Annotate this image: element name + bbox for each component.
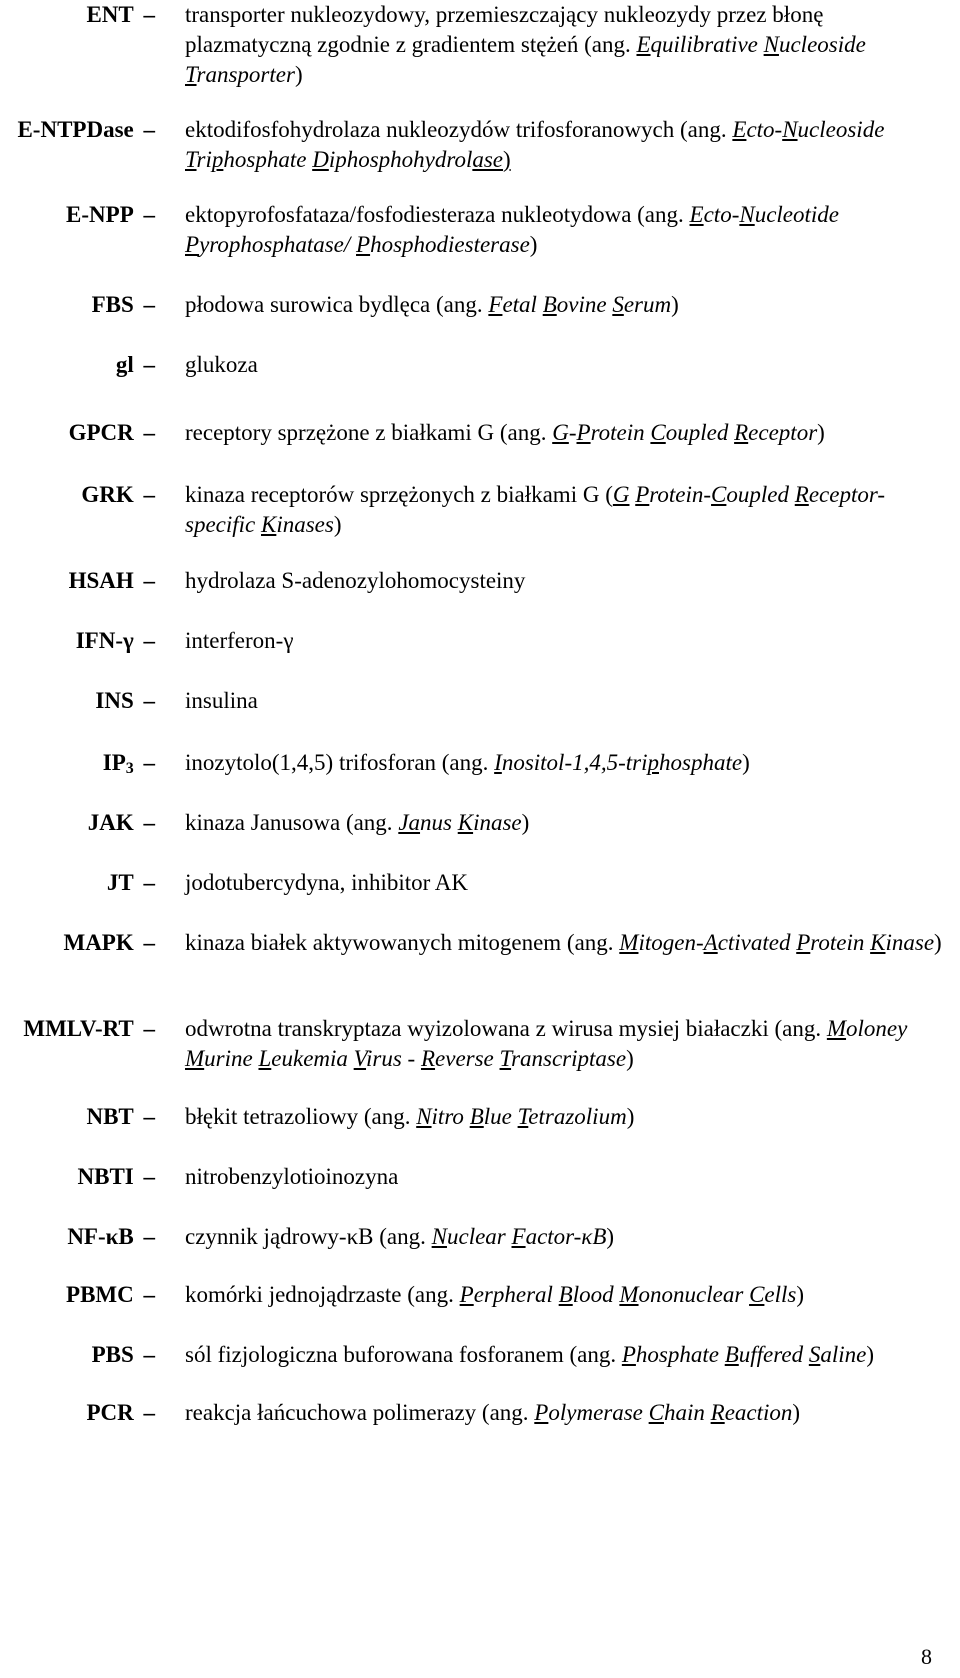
definition-text: czynnik jądrowy-κB (ang. [185, 1224, 432, 1249]
definition-text: jodotubercydyna, inhibitor AK [185, 870, 468, 895]
abbreviation-text: IFN-γ [75, 628, 134, 653]
definition-text: insulina [185, 688, 258, 713]
definition-text: ranscriptase [511, 1046, 627, 1071]
definition-text: aline [820, 1342, 867, 1367]
definition-text: ri [196, 147, 212, 172]
definition-text: cto- [703, 202, 740, 227]
definition-text: ektodifosfohydrolaza nukleozydów trifosforanowych (ang. [185, 117, 733, 142]
abbreviation-text: PBMC [66, 1282, 134, 1307]
definition-text: eceptor [748, 420, 818, 445]
definition-text: ) [934, 930, 942, 955]
definition-text: G [612, 482, 630, 507]
definition-text: p [647, 750, 659, 775]
definition-text: F [488, 292, 503, 317]
definition-text: ransporter [196, 62, 295, 87]
abbreviation-text: NF-κB [67, 1224, 134, 1249]
separator-dash: – [137, 628, 155, 653]
definition-text: lue [483, 1104, 518, 1129]
definition-text: odwrotna transkryptaza wyizolowana z wirusa mysiej białaczki (ang. [185, 1016, 827, 1041]
definition-text: P [459, 1282, 474, 1307]
definition-text: błękit tetrazoliowy (ang. [185, 1104, 417, 1129]
definition-text: T [185, 62, 197, 87]
definition-text: glukoza [185, 352, 258, 377]
definition [185, 1222, 945, 1252]
definition-text: N [739, 202, 755, 227]
separator-dash: – [137, 810, 155, 835]
definition-text: oloney [846, 1016, 908, 1041]
definition-text: ucleoside [778, 32, 866, 57]
definition-text: E [689, 202, 704, 227]
definition-text: kinaza Janusowa (ang. [185, 810, 399, 835]
abbreviation-text: gl [115, 352, 134, 377]
definition-text: M [619, 930, 639, 955]
separator-dash: – [137, 1164, 155, 1189]
definition-text: R [420, 1046, 436, 1071]
abbreviation [23, 1014, 155, 1044]
definition-text: B [469, 1104, 484, 1129]
definition-text: hosphate [659, 750, 743, 775]
definition-text: ucleoside [797, 117, 885, 142]
abbreviation-text: JT [106, 870, 134, 895]
definition-text: ) [626, 1104, 635, 1129]
definition [185, 928, 945, 958]
definition-text: kinaza białek aktywowanych mitogenem (ang. [185, 930, 620, 955]
definition-text: D [312, 147, 329, 172]
definition-text: ) [866, 1342, 874, 1367]
definition-text: Ja [398, 810, 421, 835]
definition-text: I [494, 750, 502, 775]
definition-text: quilibrative [650, 32, 764, 57]
definition-text: erum [623, 292, 672, 317]
definition-text: M [619, 1282, 639, 1307]
separator-dash: – [137, 352, 155, 377]
definition-text: ) [606, 1224, 615, 1249]
definition-text: oupled [665, 420, 735, 445]
definition-text: cto- [746, 117, 783, 142]
definition-text: everse [435, 1046, 500, 1071]
separator-dash: – [137, 1400, 155, 1425]
definition-text: G [552, 420, 569, 445]
definition [185, 1014, 945, 1074]
definition-text: etrazolium [528, 1104, 627, 1129]
definition-text: eukemia [271, 1046, 354, 1071]
separator-dash: – [137, 1016, 155, 1041]
definition-text: T [517, 1104, 529, 1129]
definition-text: C [648, 1400, 664, 1425]
abbreviation [107, 868, 155, 898]
definition-text: irus - [366, 1046, 421, 1071]
definition-text: ctivated [717, 930, 797, 955]
abbreviation [86, 1398, 155, 1428]
definition-text: B [542, 292, 557, 317]
definition-text: iphosphohydrol [328, 147, 473, 172]
definition-text: C [711, 482, 727, 507]
definition [185, 350, 945, 380]
definition-text: urine [204, 1046, 259, 1071]
separator-dash: – [137, 482, 155, 507]
definition-text: ) [503, 147, 511, 172]
definition-text: eceptor-specific [185, 482, 885, 537]
definition-text: N [416, 1104, 432, 1129]
definition-text: nositol-1,4,5-tri [501, 750, 648, 775]
definition [185, 1102, 945, 1132]
definition-text: T [499, 1046, 512, 1071]
separator-dash: – [137, 202, 155, 227]
definition-text: ) [796, 1282, 805, 1307]
definition [185, 1398, 945, 1428]
definition-text: B [558, 1282, 573, 1307]
definition-text: ) [671, 292, 679, 317]
abbreviation [17, 115, 155, 145]
abbreviation [116, 350, 155, 380]
definition-text: - [568, 420, 577, 445]
definition [185, 686, 945, 716]
separator-dash: – [137, 1104, 155, 1129]
definition-text: reakcja łańcuchowa polimerazy (ang. [185, 1400, 535, 1425]
definition-text: lood [572, 1282, 620, 1307]
abbreviation-text: PBS [91, 1342, 134, 1367]
definition [185, 0, 945, 90]
abbreviation-text: E-NPP [66, 202, 134, 227]
definition-text: transporter nukleozydowy, przemieszczający nukleozydy przez błonę plazmatyczną zgodnie z gradientem stężeń (ang. [185, 2, 824, 57]
abbreviation-subscript: 3 [125, 760, 134, 777]
definition [185, 626, 945, 656]
abbreviation [66, 1280, 155, 1310]
definition-text: hosphate [635, 1342, 725, 1367]
definition-text: N [782, 117, 798, 142]
abbreviation-text: FBS [91, 292, 134, 317]
separator-dash: – [137, 750, 155, 775]
abbreviation-text: IP [102, 750, 126, 775]
definition-text: kinaza receptorów sprzężonych z białkami G ( [185, 482, 613, 507]
abbreviation [88, 808, 155, 838]
definition-text: ) [333, 512, 342, 537]
definition-text: rotein [810, 930, 871, 955]
definition-text: sól fizjologiczna buforowana fosforanem (ang. [185, 1342, 622, 1367]
separator-dash: – [137, 930, 155, 955]
definition [185, 480, 945, 540]
definition-text: nitrobenzylotioinozyna [185, 1164, 399, 1189]
definition-text: B [724, 1342, 739, 1367]
definition-text: olymerase [548, 1400, 649, 1425]
separator-dash: – [137, 117, 155, 142]
abbreviation [92, 1340, 155, 1370]
abbreviation [69, 418, 155, 448]
definition-text: itro [431, 1104, 470, 1129]
definition-text: K [457, 810, 474, 835]
definition-text: oupled [726, 482, 795, 507]
definition-text: M [185, 1046, 205, 1071]
abbreviation-text: ENT [86, 2, 134, 27]
definition [185, 1280, 945, 1310]
definition-text: F [511, 1224, 526, 1249]
definition [185, 748, 945, 778]
abbreviation-text: PCR [86, 1400, 134, 1425]
definition-text: ) [626, 1046, 634, 1071]
separator-dash: – [137, 1224, 155, 1249]
definition-text: R [710, 1400, 725, 1425]
definition-text: uffered [738, 1342, 809, 1367]
abbreviation-text: GRK [81, 482, 134, 507]
separator-dash: – [137, 292, 155, 317]
definition-text: E [732, 117, 747, 142]
abbreviation [103, 748, 155, 778]
separator-dash: – [137, 1342, 155, 1367]
abbreviation-text: MAPK [63, 930, 134, 955]
abbreviation-text: HSAH [68, 568, 134, 593]
definition [185, 808, 945, 838]
definition-text: M [826, 1016, 847, 1041]
definition [185, 115, 945, 175]
definition-text: komórki jednojądrzaste (ang. [185, 1282, 460, 1307]
abbreviation [76, 626, 155, 656]
definition-text: ) [792, 1400, 801, 1425]
definition [185, 868, 945, 898]
definition-text: yrophosphatase/ [199, 232, 357, 257]
definition-text: P [635, 482, 650, 507]
definition-text: hydrolaza S-adenozylohomocysteiny [185, 568, 526, 593]
definition-text: P [185, 232, 200, 257]
definition-text: inase [473, 810, 522, 835]
definition-text: inozytolo(1,4,5) trifosforan (ang. [185, 750, 495, 775]
definition-text: C [650, 420, 666, 445]
separator-dash: – [137, 420, 155, 445]
definition-text: N [431, 1224, 447, 1249]
definition-text: inase [885, 930, 935, 955]
abbreviation-text: NBTI [77, 1164, 134, 1189]
abbreviation-text: INS [95, 688, 134, 713]
abbreviation [67, 1222, 155, 1252]
separator-dash: – [137, 2, 155, 27]
definition [185, 418, 945, 448]
abbreviation-text: NBT [86, 1104, 134, 1129]
definition-text: P [796, 930, 811, 955]
definition [185, 1340, 945, 1370]
definition-text: ononuclear [638, 1282, 750, 1307]
abbreviation-text: JAK [87, 810, 134, 835]
separator-dash: – [137, 870, 155, 895]
abbreviation [69, 566, 155, 596]
definition-text: hosphodiesterase [370, 232, 530, 257]
definition-text: S [808, 1342, 821, 1367]
definition-text: ) [294, 62, 303, 87]
definition-text: T [185, 147, 197, 172]
definition-text: ) [817, 420, 825, 445]
definition-text: ells [764, 1282, 797, 1307]
definition-text: actor-κB [525, 1224, 607, 1249]
abbreviation [81, 480, 155, 510]
abbreviation [86, 1102, 155, 1132]
definition-text: N [763, 32, 779, 57]
definition-text: rotein- [649, 482, 712, 507]
definition-text: P [534, 1400, 549, 1425]
definition-text: ovine [556, 292, 613, 317]
separator-dash: – [137, 688, 155, 713]
definition [185, 566, 945, 596]
definition-text: ase [472, 147, 504, 172]
definition [185, 200, 945, 260]
definition [185, 1162, 945, 1192]
definition-text: interferon-γ [185, 628, 294, 653]
definition-text: rotein [590, 420, 651, 445]
definition-text: eaction [724, 1400, 793, 1425]
definition-text: erpheral [473, 1282, 559, 1307]
definition-text: L [258, 1046, 272, 1071]
separator-dash: – [137, 568, 155, 593]
definition-text: p [211, 147, 224, 172]
definition-text: P [576, 420, 591, 445]
abbreviation-text: E-NTPDase [17, 117, 134, 142]
definition-text: inases [276, 512, 334, 537]
abbreviation-text: GPCR [68, 420, 134, 445]
abbreviation [66, 200, 155, 230]
definition-text: P [621, 1342, 636, 1367]
definition-text: hain [663, 1400, 711, 1425]
separator-dash: – [137, 1282, 155, 1307]
definition-text: K [261, 512, 277, 537]
definition-text: nus [420, 810, 458, 835]
definition-text: A [703, 930, 718, 955]
definition-text: uclear [446, 1224, 512, 1249]
page-number: 8 [921, 1644, 932, 1669]
definition-text: V [353, 1046, 367, 1071]
definition-text: itogen- [638, 930, 704, 955]
abbreviation [86, 0, 155, 30]
definition-text: C [749, 1282, 765, 1307]
abbreviation [63, 928, 155, 958]
definition-text: ektopyrofosfataza/fosfodiesteraza nukleotydowa (ang. [185, 202, 690, 227]
definition-text: ucleotide [754, 202, 839, 227]
definition-text: E [636, 32, 651, 57]
definition-text: hosphate [223, 147, 313, 172]
definition-text: P [356, 232, 371, 257]
abbreviation [78, 1162, 156, 1192]
abbreviation-text: MMLV-RT [23, 1016, 134, 1041]
definition-text: R [734, 420, 749, 445]
definition-text: K [870, 930, 886, 955]
definition-text: etal [502, 292, 543, 317]
definition-text: ) [521, 810, 530, 835]
definition-text: ) [529, 232, 538, 257]
definition-text: receptory sprzężone z białkami G (ang. [185, 420, 553, 445]
definition-text: S [612, 292, 624, 317]
definition-text: R [794, 482, 809, 507]
definition-text: ) [742, 750, 750, 775]
abbreviation [95, 686, 155, 716]
abbreviation [92, 290, 155, 320]
definition [185, 290, 945, 320]
definition-text: płodowa surowica bydlęca (ang. [185, 292, 489, 317]
